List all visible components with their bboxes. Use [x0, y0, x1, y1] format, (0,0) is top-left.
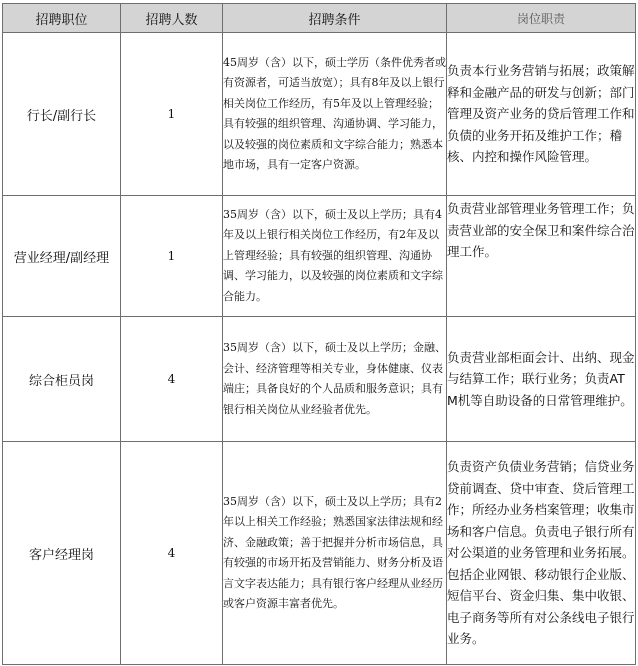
- requirements-cell: 35周岁（含）以下，硕士及以上学历；具有2年以上相关工作经验；熟悉国家法律法规和经济、金融政策；善于把握并分析市场信息，具有较强的市场开拓及营销能力、财务分析及语言文字表达能力；具有银行客户经理从业经历或客户资源丰富者优先。: [223, 442, 447, 665]
- duties-cell: 负责营业部柜面会计、出纳、现金与结算工作；联行业务；负责ATM机等自助设备的日常管理维护。: [447, 317, 636, 442]
- count-cell: 4: [121, 317, 223, 442]
- duties-cell: 负责营业部管理业务管理工作；负责营业部的安全保卫和案件综合治理工作。: [447, 196, 636, 317]
- position-cell: 行长/副行长: [3, 33, 121, 196]
- requirements-cell: 35周岁（含）以下，硕士及以上学历；具有4年及以上银行相关岗位工作经历，有2年及以上管理经验；具有较强的组织管理、沟通协调、学习能力，以及较强的岗位素质和文字综合能力。: [223, 196, 447, 317]
- header-position: 招聘职位: [3, 4, 121, 33]
- table-row: [3, 442, 636, 665]
- position-cell: 综合柜员岗: [3, 317, 121, 442]
- header-requirements: 招聘条件: [223, 4, 447, 33]
- recruitment-table: [2, 3, 636, 665]
- position-cell: 客户经理岗: [3, 442, 121, 665]
- requirements-cell: 45周岁（含）以下，硕士学历（条件优秀者或有资源者，可适当放宽）；具有8年及以上银行相关岗位工作经历，有5年及以上管理经验；具有较强的组织管理、沟通协调、学习能力，以及较强的岗位素质和文字综合能力；熟悉本地市场，具有一定客户资源。: [223, 33, 447, 196]
- header-duties: 岗位职责: [447, 4, 636, 33]
- table-row: [3, 33, 636, 196]
- duties-cell: 负责本行业务营销与拓展；政策解释和金融产品的研发与创新；部门管理及资产业务的贷后管理工作和负债的业务开拓及维护工作；稽核、内控和操作风险管理。: [447, 33, 636, 196]
- table-row: [3, 196, 636, 317]
- header-count: 招聘人数: [121, 4, 223, 33]
- duties-cell: 负责资产负债业务营销；信贷业务贷前调查、贷中审查、贷后管理工作；所经办业务档案管理；收集市场和客户信息。负责电子银行所有对公渠道的业务管理和业务拓展。包括企业网银、移动银行企业版、短信平台、资金归集、集中收银、电子商务等所有对公条线电子银行业务。: [447, 442, 636, 665]
- header-row: [3, 4, 636, 33]
- count-cell: 1: [121, 33, 223, 196]
- table-row: [3, 317, 636, 442]
- position-cell: 营业经理/副经理: [3, 196, 121, 317]
- count-cell: 4: [121, 442, 223, 665]
- requirements-cell: 35周岁（含）以下，硕士及以上学历；金融、会计、经济管理等相关专业，身体健康、仪表端庄；具备良好的个人品质和服务意识；具有银行相关岗位从业经验者优先。: [223, 317, 447, 442]
- count-cell: 1: [121, 196, 223, 317]
